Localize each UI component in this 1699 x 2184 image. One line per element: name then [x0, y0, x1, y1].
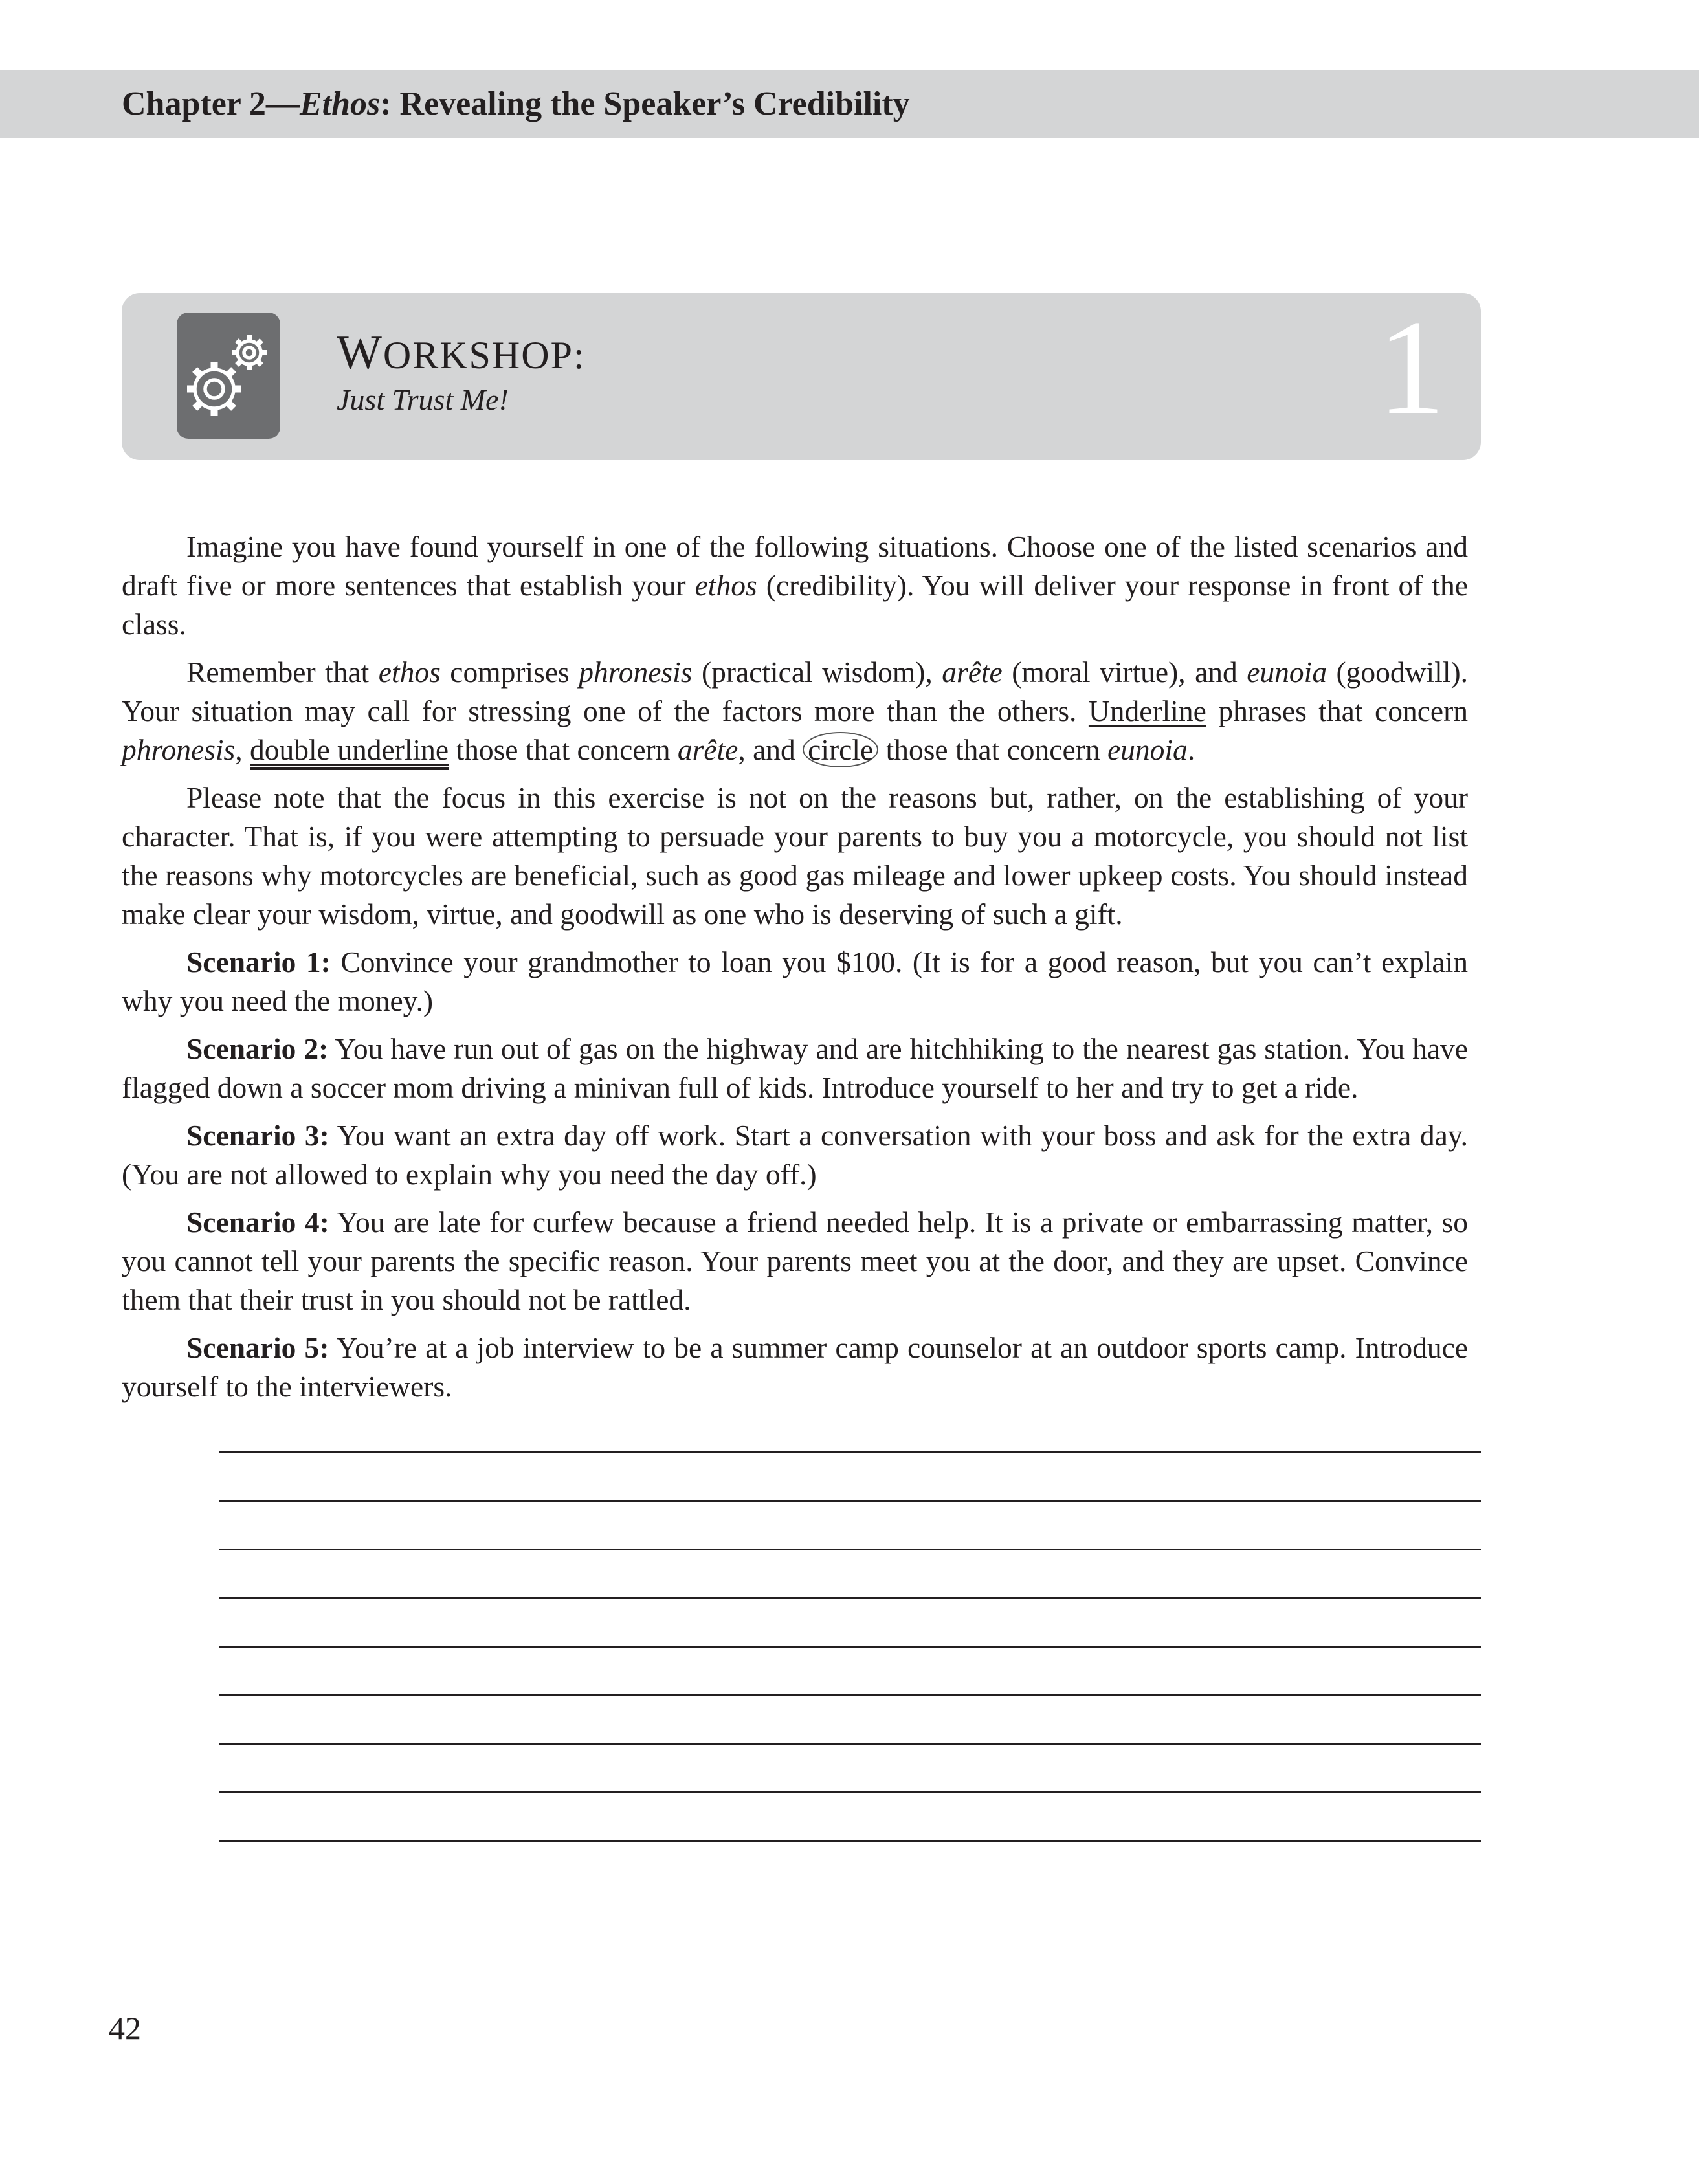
scenario-2: Scenario 2: You have run out of gas on the highway and are hitchhiking to the nearest gas station. You have flagged down a soccer mom driving a minivan full of kids. Introduce yourself to her and try to get a ride.: [122, 1032, 1468, 1104]
answer-line[interactable]: [219, 1500, 1481, 1502]
paragraph-focus-note: Please note that the focus in this exercise is not on the reasons but, rather, on the establishing of your character. That is, if you were attempting to persuade your parents to buy you a motorcycle, you should not list the reasons why motorcycles are beneficial, such as good gas mileage and lower upkeep costs. You should instead make clear your wisdom, virtue, and goodwill as one who is deserving of such a gift.: [122, 781, 1468, 931]
answer-line[interactable]: [219, 1694, 1481, 1696]
answer-line[interactable]: [219, 1451, 1481, 1453]
answer-line[interactable]: [219, 1840, 1481, 1842]
scenario-5: Scenario 5: You’re at a job interview to be a summer camp counselor at an outdoor sports camp. Introduce yourself to the interviewers.: [122, 1331, 1468, 1403]
workshop-banner: [122, 293, 1481, 460]
answer-line[interactable]: [219, 1549, 1481, 1550]
double-underline-example: double underline: [250, 733, 449, 766]
paragraph-intro: Imagine you have found yourself in one of the following situations. Choose one of the listed scenarios and draft five or more sentences that establish your ethos (credibility). You will deliver your response in front of the class.: [122, 530, 1468, 641]
gears-icon: [177, 313, 280, 439]
circle-example: circle: [803, 732, 878, 767]
paragraph-ethos-components: Remember that ethos comprises phronesis (practical wisdom), arête (moral virtue), and eunoia (goodwill). Your situation may call for stressing one of the factors more than the others. Underline phrases that concern phronesis, double underline those that concern arête, and circle those that concern eunoia.: [122, 656, 1469, 766]
scenario-1: Scenario 1: Convince your grandmother to loan you $100. (It is for a good reason, but you can’t explain why you need the money.): [122, 945, 1468, 1017]
page-number: 42: [109, 2010, 141, 2046]
workshop-number: 1: [1377, 292, 1445, 443]
underline-example: Underline: [1088, 694, 1206, 727]
chapter-title: Chapter 2—Ethos: Revealing the Speaker’s Credibility: [122, 85, 910, 122]
scenario-3: Scenario 3: You want an extra day off work. Start a conversation with your boss and ask for the extra day. (You are not allowed to explain why you need the day off.): [122, 1119, 1468, 1191]
answer-line[interactable]: [219, 1646, 1481, 1648]
workshop-title: WORKSHOP:: [337, 326, 586, 379]
answer-line[interactable]: [219, 1597, 1481, 1599]
answer-line[interactable]: [219, 1791, 1481, 1793]
scenario-4: Scenario 4: You are late for curfew because a friend needed help. It is a private or embarrassing matter, so you cannot tell your parents the specific reason. Your parents meet you at the door, and they are upset. Convince them that their trust in you should not be rattled.: [122, 1206, 1468, 1316]
instructions-body: [122, 527, 1468, 1415]
workshop-subtitle: Just Trust Me!: [337, 383, 509, 416]
answer-line[interactable]: [219, 1743, 1481, 1745]
